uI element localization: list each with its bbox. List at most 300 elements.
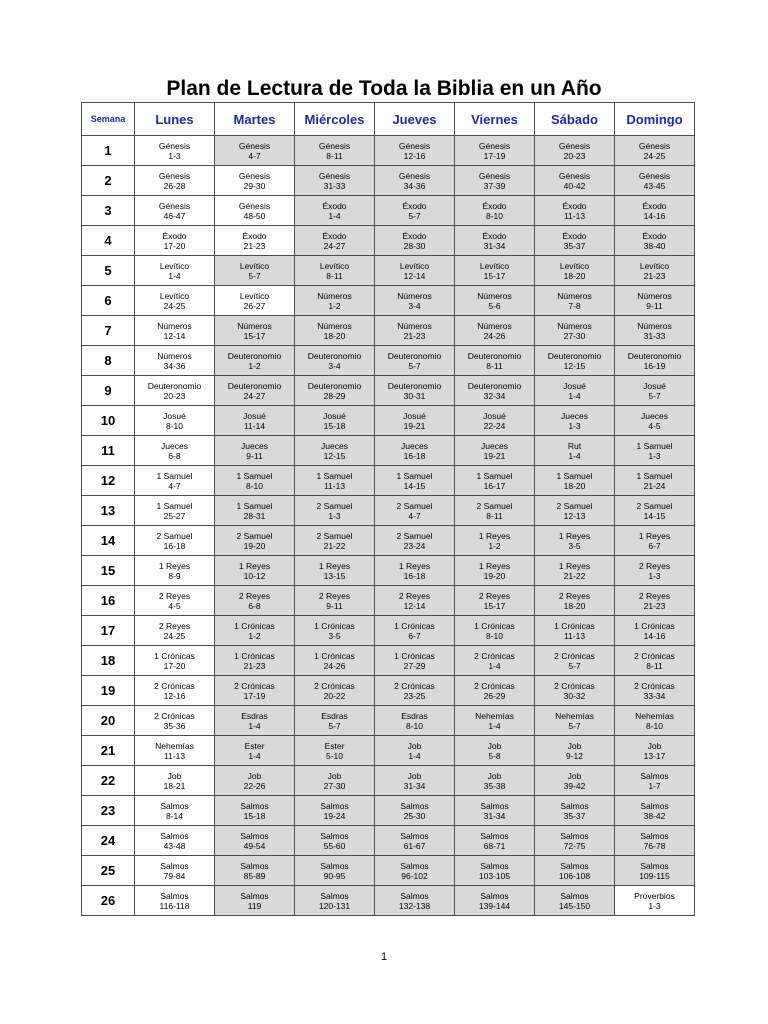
- reading-cell: [535, 136, 615, 166]
- book-name: 1 Crónicas: [234, 650, 275, 661]
- book-name: 2 Samuel: [236, 530, 273, 541]
- reading-cell: [295, 766, 375, 796]
- reading-cell: [295, 406, 375, 436]
- book-name: Salmos: [480, 800, 509, 811]
- reading-cell: [215, 856, 295, 886]
- chapter-range: 11-13: [563, 630, 586, 641]
- book-name: Josué: [403, 410, 426, 421]
- book-name: Job: [487, 740, 502, 751]
- chapter-range: 21-22: [323, 540, 346, 551]
- chapter-range: 96-102: [401, 870, 428, 881]
- reading-cell: [615, 196, 695, 226]
- chapter-range: 5-6: [488, 300, 501, 311]
- week-number: 25: [82, 856, 135, 886]
- reading-cell: [615, 556, 695, 586]
- chapter-range: 16-18: [403, 570, 426, 581]
- book-name: Job: [487, 770, 502, 781]
- week-number: 13: [82, 496, 135, 526]
- reading-cell: [295, 706, 375, 736]
- book-name: Levítico: [399, 260, 430, 271]
- reading-cell: [135, 736, 215, 766]
- book-name: Salmos: [400, 890, 429, 901]
- chapter-range: 46-47: [163, 210, 186, 221]
- book-name: 1 Samuel: [156, 470, 193, 481]
- book-name: Nehemías: [155, 740, 194, 751]
- reading-cell: [375, 346, 455, 376]
- book-name: 2 Samuel: [556, 500, 593, 511]
- reading-cell: [295, 226, 375, 256]
- book-name: Levítico: [479, 260, 510, 271]
- chapter-range: 21-23: [643, 600, 666, 611]
- chapter-range: 132-138: [398, 900, 431, 911]
- chapter-range: 15-18: [243, 810, 266, 821]
- week-number: 8: [82, 346, 135, 376]
- chapter-range: 109-115: [639, 870, 670, 881]
- book-name: 2 Samuel: [396, 500, 433, 511]
- chapter-range: 1-3: [168, 150, 181, 161]
- reading-cell: [535, 256, 615, 286]
- book-name: Deuteronomio: [227, 380, 282, 391]
- chapter-range: 12-15: [563, 360, 586, 371]
- chapter-range: 5-7: [568, 660, 581, 671]
- reading-cell: [615, 136, 695, 166]
- week-number: 22: [82, 766, 135, 796]
- book-name: Ester: [324, 740, 345, 751]
- reading-cell: [215, 316, 295, 346]
- reading-cell: [615, 826, 695, 856]
- reading-cell: [535, 556, 615, 586]
- book-name: 1 Reyes: [478, 560, 511, 571]
- table-row: [82, 796, 695, 826]
- book-name: Nehemías: [555, 710, 594, 721]
- book-name: Jueces: [641, 410, 668, 421]
- chapter-range: 15-17: [243, 330, 266, 341]
- reading-cell: [375, 646, 455, 676]
- book-name: Levítico: [639, 260, 670, 271]
- week-number: 16: [82, 586, 135, 616]
- reading-cell: [535, 586, 615, 616]
- book-name: Génesis: [238, 140, 271, 151]
- chapter-range: 19-21: [403, 420, 426, 431]
- week-number: 9: [82, 376, 135, 406]
- book-name: 2 Crónicas: [154, 710, 195, 721]
- book-name: Salmos: [640, 770, 669, 781]
- reading-cell: [375, 196, 455, 226]
- reading-cell: [135, 286, 215, 316]
- chapter-range: 8-11: [486, 510, 503, 521]
- reading-cell: [135, 346, 215, 376]
- reading-cell: [135, 196, 215, 226]
- book-name: Éxodo: [482, 230, 507, 241]
- book-name: 2 Samuel: [476, 500, 513, 511]
- reading-cell: [455, 826, 535, 856]
- chapter-range: 72-75: [563, 840, 586, 851]
- chapter-range: 18-21: [163, 780, 186, 791]
- table-row: [82, 256, 695, 286]
- reading-cell: [455, 526, 535, 556]
- chapter-range: 55-60: [323, 840, 346, 851]
- reading-cell: [535, 406, 615, 436]
- chapter-range: 1-2: [248, 630, 261, 641]
- reading-cell: [535, 166, 615, 196]
- table-body: [82, 136, 695, 916]
- chapter-range: 12-13: [563, 510, 586, 521]
- chapter-range: 32-34: [483, 390, 506, 401]
- book-name: 2 Samuel: [396, 530, 433, 541]
- chapter-range: 1-2: [488, 540, 501, 551]
- table-row: [82, 316, 695, 346]
- table-row: [82, 646, 695, 676]
- chapter-range: 1-3: [648, 570, 661, 581]
- reading-cell: [615, 586, 695, 616]
- book-name: Job: [247, 770, 262, 781]
- book-name: 2 Crónicas: [554, 650, 595, 661]
- book-name: 2 Crónicas: [634, 650, 675, 661]
- chapter-range: 11-14: [243, 420, 266, 431]
- reading-cell: [535, 196, 615, 226]
- chapter-range: 13-17: [643, 750, 666, 761]
- chapter-range: 27-30: [563, 330, 586, 341]
- reading-cell: [215, 586, 295, 616]
- reading-cell: [615, 406, 695, 436]
- reading-cell: [295, 286, 375, 316]
- chapter-range: 5-7: [648, 390, 661, 401]
- reading-cell: [615, 496, 695, 526]
- table-row: [82, 826, 695, 856]
- book-name: 1 Samuel: [156, 500, 193, 511]
- book-name: Éxodo: [322, 230, 347, 241]
- book-name: 1 Crónicas: [554, 620, 595, 631]
- book-name: 2 Reyes: [398, 590, 431, 601]
- chapter-range: 3-4: [408, 300, 421, 311]
- reading-cell: [615, 166, 695, 196]
- reading-cell: [215, 826, 295, 856]
- chapter-range: 3-5: [328, 630, 341, 641]
- book-name: 1 Samuel: [316, 470, 353, 481]
- chapter-range: 23-24: [403, 540, 426, 551]
- chapter-range: 17-20: [163, 660, 186, 671]
- reading-cell: [535, 226, 615, 256]
- book-name: Números: [397, 290, 432, 301]
- book-name: Deuteronomio: [467, 380, 522, 391]
- reading-cell: [455, 466, 535, 496]
- table-row: [82, 286, 695, 316]
- header-sabado: Sábado: [535, 103, 615, 136]
- chapter-range: 49-54: [243, 840, 266, 851]
- reading-cell: [135, 796, 215, 826]
- reading-cell: [375, 886, 455, 916]
- chapter-range: 37-39: [483, 180, 506, 191]
- reading-cell: [615, 616, 695, 646]
- book-name: Génesis: [558, 140, 591, 151]
- chapter-range: 8-10: [485, 630, 503, 641]
- book-name: 2 Crónicas: [234, 680, 275, 691]
- reading-cell: [535, 736, 615, 766]
- book-name: Esdras: [401, 710, 428, 721]
- book-name: 1 Crónicas: [314, 620, 355, 631]
- book-name: 2 Crónicas: [474, 650, 515, 661]
- chapter-range: 31-33: [323, 180, 346, 191]
- chapter-range: 24-27: [323, 240, 346, 251]
- book-name: Levítico: [559, 260, 590, 271]
- reading-cell: [215, 676, 295, 706]
- book-name: 2 Samuel: [636, 500, 673, 511]
- table-row: [82, 616, 695, 646]
- book-name: 1 Reyes: [318, 560, 351, 571]
- header-domingo: Domingo: [615, 103, 695, 136]
- book-name: 2 Crónicas: [154, 680, 195, 691]
- book-name: 1 Samuel: [636, 470, 673, 481]
- table-row: [82, 136, 695, 166]
- book-name: Éxodo: [642, 230, 667, 241]
- chapter-range: 8-11: [646, 660, 663, 671]
- reading-cell: [135, 466, 215, 496]
- book-name: 1 Reyes: [558, 530, 591, 541]
- reading-cell: [455, 706, 535, 736]
- book-name: Salmos: [560, 830, 589, 841]
- chapter-range: 18-20: [323, 330, 346, 341]
- chapter-range: 31-34: [483, 240, 506, 251]
- chapter-range: 9-12: [565, 750, 583, 761]
- reading-cell: [295, 556, 375, 586]
- reading-cell: [215, 466, 295, 496]
- reading-cell: [215, 886, 295, 916]
- chapter-range: 22-26: [243, 780, 266, 791]
- chapter-range: 31-34: [403, 780, 426, 791]
- book-name: Salmos: [240, 800, 269, 811]
- book-name: Números: [557, 290, 592, 301]
- table-row: [82, 496, 695, 526]
- reading-cell: [295, 586, 375, 616]
- reading-cell: [215, 256, 295, 286]
- book-name: Números: [477, 320, 512, 331]
- chapter-range: 6-8: [248, 600, 261, 611]
- book-name: 1 Reyes: [398, 560, 431, 571]
- reading-cell: [535, 526, 615, 556]
- reading-cell: [375, 226, 455, 256]
- reading-cell: [135, 706, 215, 736]
- chapter-range: 3-4: [328, 360, 341, 371]
- reading-cell: [215, 286, 295, 316]
- book-name: Éxodo: [162, 230, 187, 241]
- reading-cell: [135, 226, 215, 256]
- chapter-range: 5-7: [408, 360, 421, 371]
- chapter-range: 24-25: [643, 150, 666, 161]
- chapter-range: 1-3: [648, 900, 661, 911]
- reading-cell: [295, 736, 375, 766]
- reading-cell: [135, 166, 215, 196]
- reading-cell: [615, 436, 695, 466]
- reading-cell: [215, 706, 295, 736]
- reading-cell: [375, 676, 455, 706]
- chapter-range: 15-17: [483, 270, 506, 281]
- book-name: Nehemías: [475, 710, 514, 721]
- reading-cell: [135, 556, 215, 586]
- reading-cell: [615, 736, 695, 766]
- book-name: 1 Samuel: [396, 470, 433, 481]
- book-name: 2 Reyes: [318, 590, 351, 601]
- reading-cell: [455, 226, 535, 256]
- book-name: Números: [557, 320, 592, 331]
- week-number: 5: [82, 256, 135, 286]
- chapter-range: 1-4: [328, 210, 341, 221]
- book-name: Deuteronomio: [147, 380, 202, 391]
- chapter-range: 145-150: [558, 900, 591, 911]
- reading-cell: [135, 616, 215, 646]
- reading-cell: [135, 316, 215, 346]
- reading-cell: [215, 736, 295, 766]
- book-name: Números: [397, 320, 432, 331]
- book-name: Proverbios: [634, 890, 675, 901]
- book-name: 2 Crónicas: [474, 680, 515, 691]
- book-name: Éxodo: [242, 230, 267, 241]
- reading-cell: [535, 676, 615, 706]
- book-name: Deuteronomio: [227, 350, 282, 361]
- book-name: Jueces: [561, 410, 588, 421]
- chapter-range: 76-78: [643, 840, 666, 851]
- book-name: Deuteronomio: [387, 350, 442, 361]
- chapter-range: 20-22: [323, 690, 346, 701]
- chapter-range: 19-21: [483, 450, 506, 461]
- book-name: Éxodo: [482, 200, 507, 211]
- book-name: Josué: [323, 410, 346, 421]
- chapter-range: 8-10: [405, 720, 423, 731]
- chapter-range: 12-14: [163, 330, 186, 341]
- book-name: Jueces: [241, 440, 268, 451]
- book-name: Levítico: [319, 260, 350, 271]
- chapter-range: 8-11: [486, 360, 503, 371]
- header-semana: Semana: [82, 103, 135, 136]
- chapter-range: 35-37: [563, 240, 586, 251]
- book-name: Deuteronomio: [387, 380, 442, 391]
- chapter-range: 5-7: [568, 720, 581, 731]
- chapter-range: 18-20: [563, 600, 586, 611]
- book-name: Números: [317, 290, 352, 301]
- chapter-range: 1-4: [168, 270, 181, 281]
- reading-cell: [295, 856, 375, 886]
- book-name: 2 Reyes: [638, 590, 671, 601]
- book-name: Deuteronomio: [627, 350, 682, 361]
- reading-cell: [455, 286, 535, 316]
- book-name: Jueces: [161, 440, 188, 451]
- chapter-range: 27-29: [403, 660, 426, 671]
- week-number: 14: [82, 526, 135, 556]
- reading-cell: [135, 256, 215, 286]
- book-name: Génesis: [238, 200, 271, 211]
- book-name: 2 Samuel: [316, 530, 353, 541]
- reading-cell: [295, 466, 375, 496]
- reading-cell: [455, 856, 535, 886]
- book-name: Éxodo: [402, 200, 427, 211]
- book-name: 1 Crónicas: [394, 650, 435, 661]
- reading-cell: [215, 376, 295, 406]
- reading-cell: [535, 316, 615, 346]
- chapter-range: 33-34: [643, 690, 666, 701]
- reading-cell: [135, 376, 215, 406]
- chapter-range: 4-7: [248, 150, 261, 161]
- chapter-range: 17-19: [483, 150, 506, 161]
- reading-cell: [215, 346, 295, 376]
- chapter-range: 8-11: [326, 150, 343, 161]
- week-number: 7: [82, 316, 135, 346]
- chapter-range: 34-36: [163, 360, 186, 371]
- chapter-range: 9-11: [326, 600, 343, 611]
- table-row: [82, 226, 695, 256]
- table-row: [82, 676, 695, 706]
- book-name: 1 Crónicas: [394, 620, 435, 631]
- chapter-range: 1-4: [248, 750, 261, 761]
- reading-cell: [535, 466, 615, 496]
- book-name: Salmos: [640, 860, 669, 871]
- reading-plan-table: [81, 102, 695, 916]
- book-name: Éxodo: [562, 200, 587, 211]
- table-row: [82, 376, 695, 406]
- chapter-range: 19-20: [243, 540, 266, 551]
- book-name: Jueces: [401, 440, 428, 451]
- reading-cell: [135, 826, 215, 856]
- reading-cell: [615, 646, 695, 676]
- reading-cell: [215, 646, 295, 676]
- book-name: 1 Crónicas: [474, 620, 515, 631]
- reading-cell: [615, 526, 695, 556]
- reading-cell: [455, 346, 535, 376]
- book-name: Job: [407, 770, 422, 781]
- chapter-range: 16-18: [163, 540, 186, 551]
- reading-cell: [615, 796, 695, 826]
- reading-cell: [375, 376, 455, 406]
- book-name: Números: [157, 320, 192, 331]
- reading-cell: [455, 166, 535, 196]
- reading-cell: [615, 886, 695, 916]
- chapter-range: 7-8: [568, 300, 581, 311]
- chapter-range: 21-23: [403, 330, 426, 341]
- book-name: 1 Reyes: [558, 560, 591, 571]
- book-name: Salmos: [320, 800, 349, 811]
- table-row: [82, 196, 695, 226]
- table-row: [82, 556, 695, 586]
- reading-cell: [375, 796, 455, 826]
- chapter-range: 5-7: [248, 270, 261, 281]
- chapter-range: 12-16: [163, 690, 186, 701]
- book-name: Génesis: [238, 170, 271, 181]
- chapter-range: 39-42: [563, 780, 586, 791]
- chapter-range: 14-15: [403, 480, 426, 491]
- reading-cell: [375, 286, 455, 316]
- reading-cell: [455, 496, 535, 526]
- chapter-range: 14-15: [643, 510, 666, 521]
- table-row: [82, 586, 695, 616]
- chapter-range: 34-36: [403, 180, 426, 191]
- reading-cell: [215, 796, 295, 826]
- chapter-range: 17-20: [163, 240, 186, 251]
- book-name: Job: [167, 770, 182, 781]
- book-name: Josué: [243, 410, 266, 421]
- chapter-range: 43-48: [163, 840, 186, 851]
- book-name: Salmos: [480, 830, 509, 841]
- chapter-range: 35-36: [163, 720, 186, 731]
- book-name: Salmos: [400, 830, 429, 841]
- chapter-range: 38-40: [643, 240, 666, 251]
- book-name: Salmos: [240, 830, 269, 841]
- table-row: [82, 736, 695, 766]
- book-name: Salmos: [560, 860, 589, 871]
- header-miercoles: Miércoles: [295, 103, 375, 136]
- book-name: 2 Reyes: [478, 590, 511, 601]
- chapter-range: 8-9: [168, 570, 181, 581]
- week-number: 19: [82, 676, 135, 706]
- reading-cell: [535, 286, 615, 316]
- book-name: Números: [637, 290, 672, 301]
